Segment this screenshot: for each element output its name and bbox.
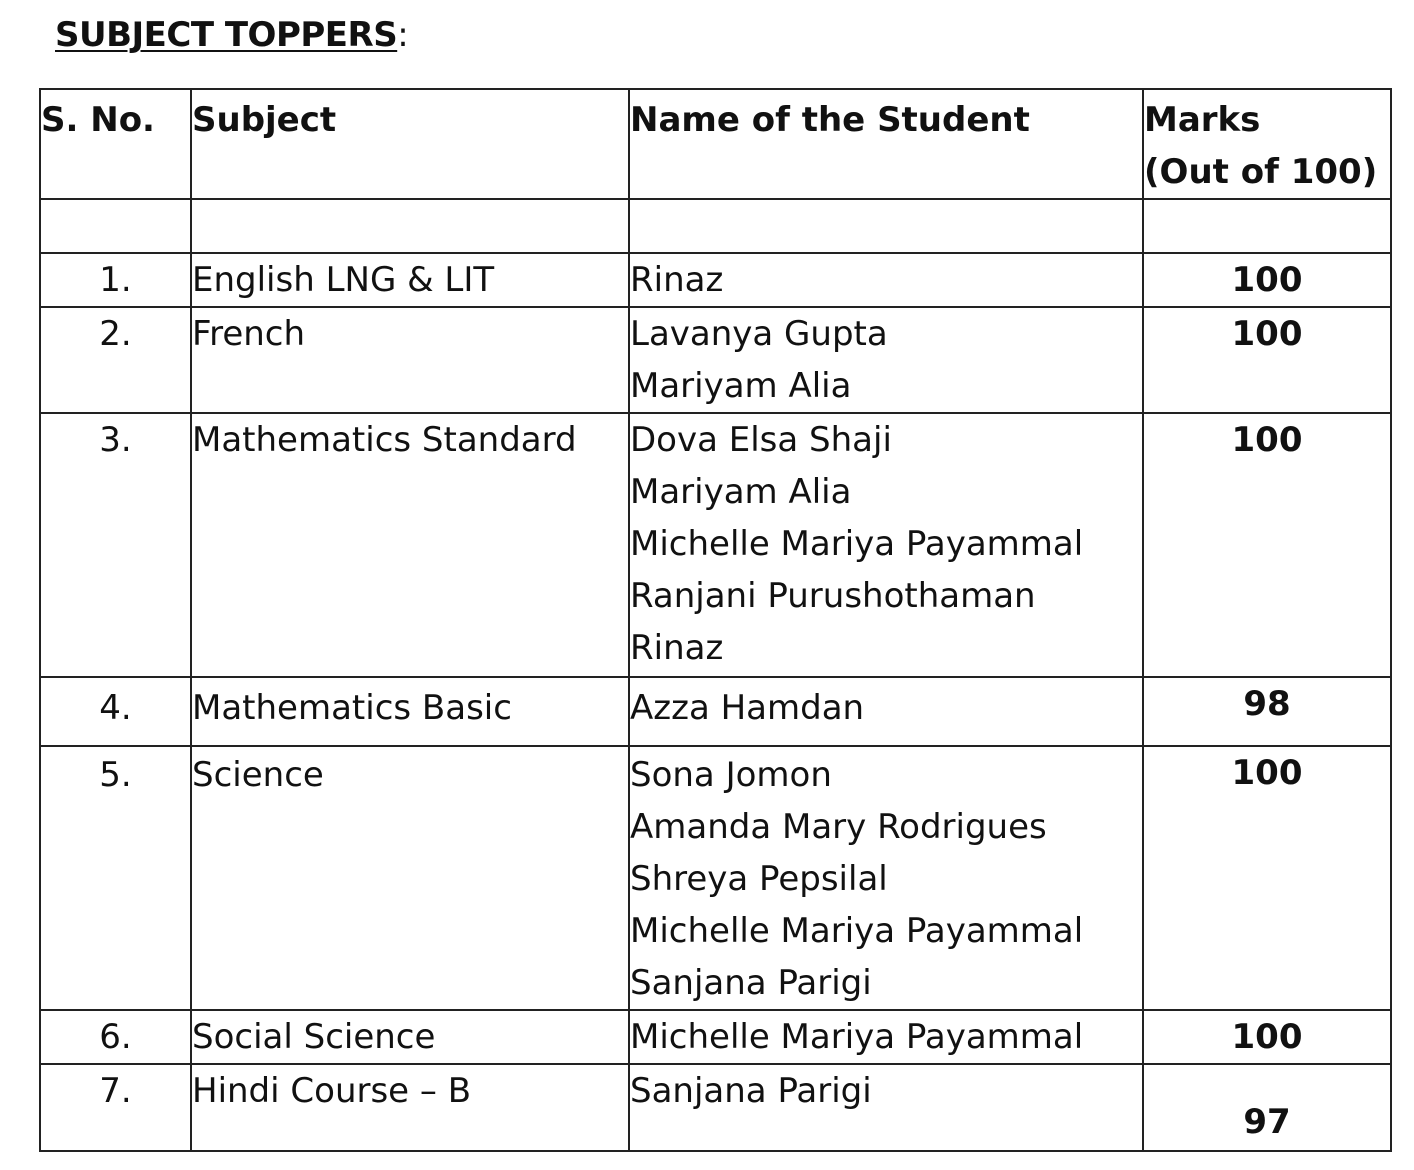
student-name: Rinaz [630,260,724,300]
student-name: Azza Hamdan [630,688,865,728]
row-number: 5. [40,746,191,1010]
empty-cell [40,199,191,253]
empty-cell [629,199,1143,253]
subject-toppers-table [39,88,1392,1152]
student-name: Lavanya Gupta [630,314,888,354]
page-title: SUBJECT TOPPERS [55,15,398,55]
header-student-name: Name of the Student [629,89,1143,199]
student-name: Sanjana Parigi [630,963,872,1003]
student-name: Sanjana Parigi [630,1071,872,1111]
marks-cell: 97 [1143,1064,1391,1151]
row-number: 4. [40,677,191,746]
student-names-cell [629,413,1143,677]
table-row [40,746,1391,1010]
table-row [40,307,1391,413]
empty-cell [191,199,629,253]
subject-cell: Social Science [191,1010,629,1064]
subject-cell: French [191,307,629,413]
page-heading [55,15,408,55]
subject-cell: Hindi Course – B [191,1064,629,1151]
header-sno: S. No. [40,89,191,199]
table-row [40,1010,1391,1064]
student-name: Michelle Mariya Payammal [630,911,1084,951]
student-names-cell [629,677,1143,746]
student-names-cell [629,1064,1143,1151]
table-row [40,677,1391,746]
student-name: Ranjani Purushothaman [630,576,1036,616]
student-name: Dova Elsa Shaji [630,420,892,460]
student-names-cell [629,746,1143,1010]
marks-cell: 100 [1143,253,1391,307]
row-number: 6. [40,1010,191,1064]
student-name: Shreya Pepsilal [630,859,888,899]
empty-row [40,199,1391,253]
table-row [40,1064,1391,1151]
student-name: Sona Jomon [630,755,832,795]
marks-cell: 100 [1143,1010,1391,1064]
table-row [40,253,1391,307]
student-name: Amanda Mary Rodrigues [630,807,1047,847]
table-header-row [40,89,1391,199]
row-number: 3. [40,413,191,677]
student-names-cell [629,253,1143,307]
student-name: Michelle Mariya Payammal [630,524,1084,564]
student-names-cell [629,307,1143,413]
row-number: 2. [40,307,191,413]
row-number: 1. [40,253,191,307]
header-marks-label: Marks [1144,100,1261,140]
header-marks-scale: (Out of 100) [1144,152,1378,192]
student-name: Rinaz [630,628,724,668]
table-row [40,413,1391,677]
marks-cell: 100 [1143,307,1391,413]
marks-cell: 100 [1143,413,1391,677]
marks-cell: 100 [1143,746,1391,1010]
marks-cell: 98 [1143,677,1391,746]
subject-cell: English LNG & LIT [191,253,629,307]
row-number: 7. [40,1064,191,1151]
student-names-cell [629,1010,1143,1064]
empty-cell [1143,199,1391,253]
student-name: Mariyam Alia [630,366,852,406]
subject-cell: Science [191,746,629,1010]
student-name: Michelle Mariya Payammal [630,1017,1084,1057]
title-colon: : [397,15,409,55]
subject-cell: Mathematics Basic [191,677,629,746]
header-subject: Subject [191,89,629,199]
header-marks [1143,89,1391,199]
student-name: Mariyam Alia [630,472,852,512]
subject-cell: Mathematics Standard [191,413,629,677]
